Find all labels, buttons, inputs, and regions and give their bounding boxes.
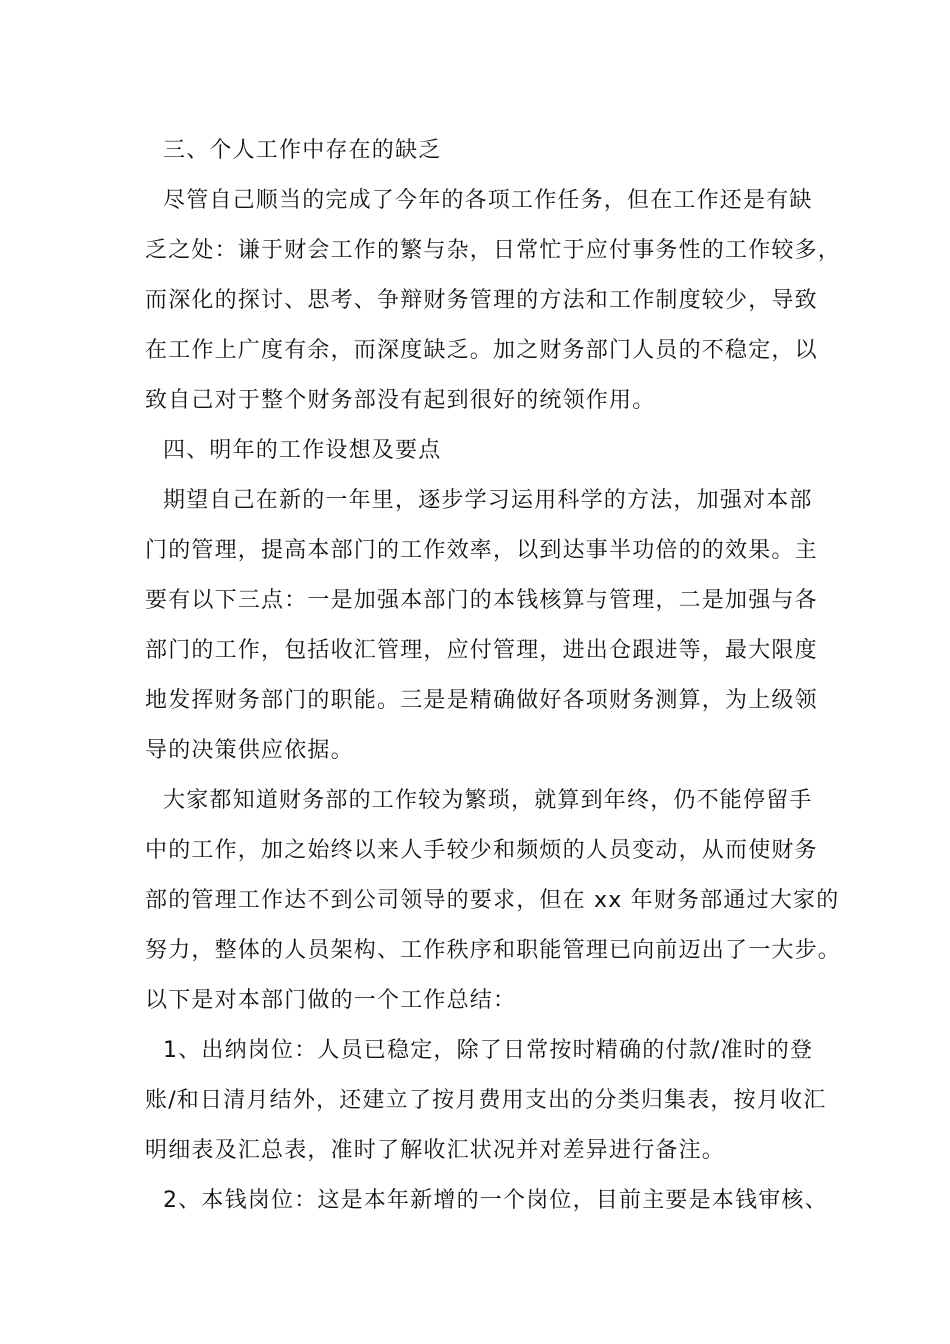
paragraph-line: 部的管理工作达不到公司领导的要求，但在 xx 年财务部通过大家的: [145, 888, 840, 913]
list-item-2: 2、本钱岗位：这是本年新增的一个岗位，目前主要是本钱审核、: [163, 1188, 828, 1213]
list-item-1: 1、出纳岗位：人员已稳定，除了日常按时精确的付款/准时的登: [163, 1038, 814, 1063]
paragraph-line: 大家都知道财务部的工作较为繁琐，就算到年终，仍不能停留手: [163, 788, 813, 813]
paragraph-line: 期望自己在新的一年里，逐步学习运用科学的方法，加强对本部: [163, 488, 813, 513]
paragraph-line: 而深化的探讨、思考、争辩财务管理的方法和工作制度较少，导致: [145, 288, 818, 313]
paragraph-line: 地发挥财务部门的职能。三是是精确做好各项财务测算，为上级领: [145, 688, 818, 713]
paragraph-line: 导的决策供应依据。: [145, 738, 354, 763]
paragraph-line: 门的管理，提高本部门的工作效率，以到达事半功倍的的效果。主: [145, 538, 818, 563]
paragraph-line: 以下是对本部门做的一个工作总结：: [145, 988, 517, 1013]
paragraph-line: 账/和日清月结外，还建立了按月费用支出的分类归集表，按月收汇: [145, 1088, 827, 1113]
paragraph-line: 尽管自己顺当的完成了今年的各项工作任务，但在工作还是有缺: [163, 188, 813, 213]
paragraph-line: 明细表及汇总表，准时了解收汇状况并对差异进行备注。: [145, 1138, 726, 1163]
paragraph-line: 努力，整体的人员架构、工作秩序和职能管理已向前迈出了一大步。: [145, 938, 842, 963]
section-heading-3: 三、个人工作中存在的缺乏: [163, 138, 442, 163]
paragraph-line: 致自己对于整个财务部没有起到很好的统领作用。: [145, 388, 656, 413]
paragraph-line: 部门的工作，包括收汇管理，应付管理，进出仓跟进等，最大限度: [145, 638, 818, 663]
paragraph-line: 中的工作，加之始终以来人手较少和频烦的人员变动，从而使财务: [145, 838, 818, 863]
section-heading-4: 四、明年的工作设想及要点: [163, 438, 442, 463]
paragraph-line: 乏之处：谦于财会工作的繁与杂，日常忙于应付事务性的工作较多，: [145, 238, 842, 263]
paragraph-line: 在工作上广度有余，而深度缺乏。加之财务部门人员的不稳定，以: [145, 338, 818, 363]
paragraph-line: 要有以下三点：一是加强本部门的本钱核算与管理，二是加强与各: [145, 588, 818, 613]
